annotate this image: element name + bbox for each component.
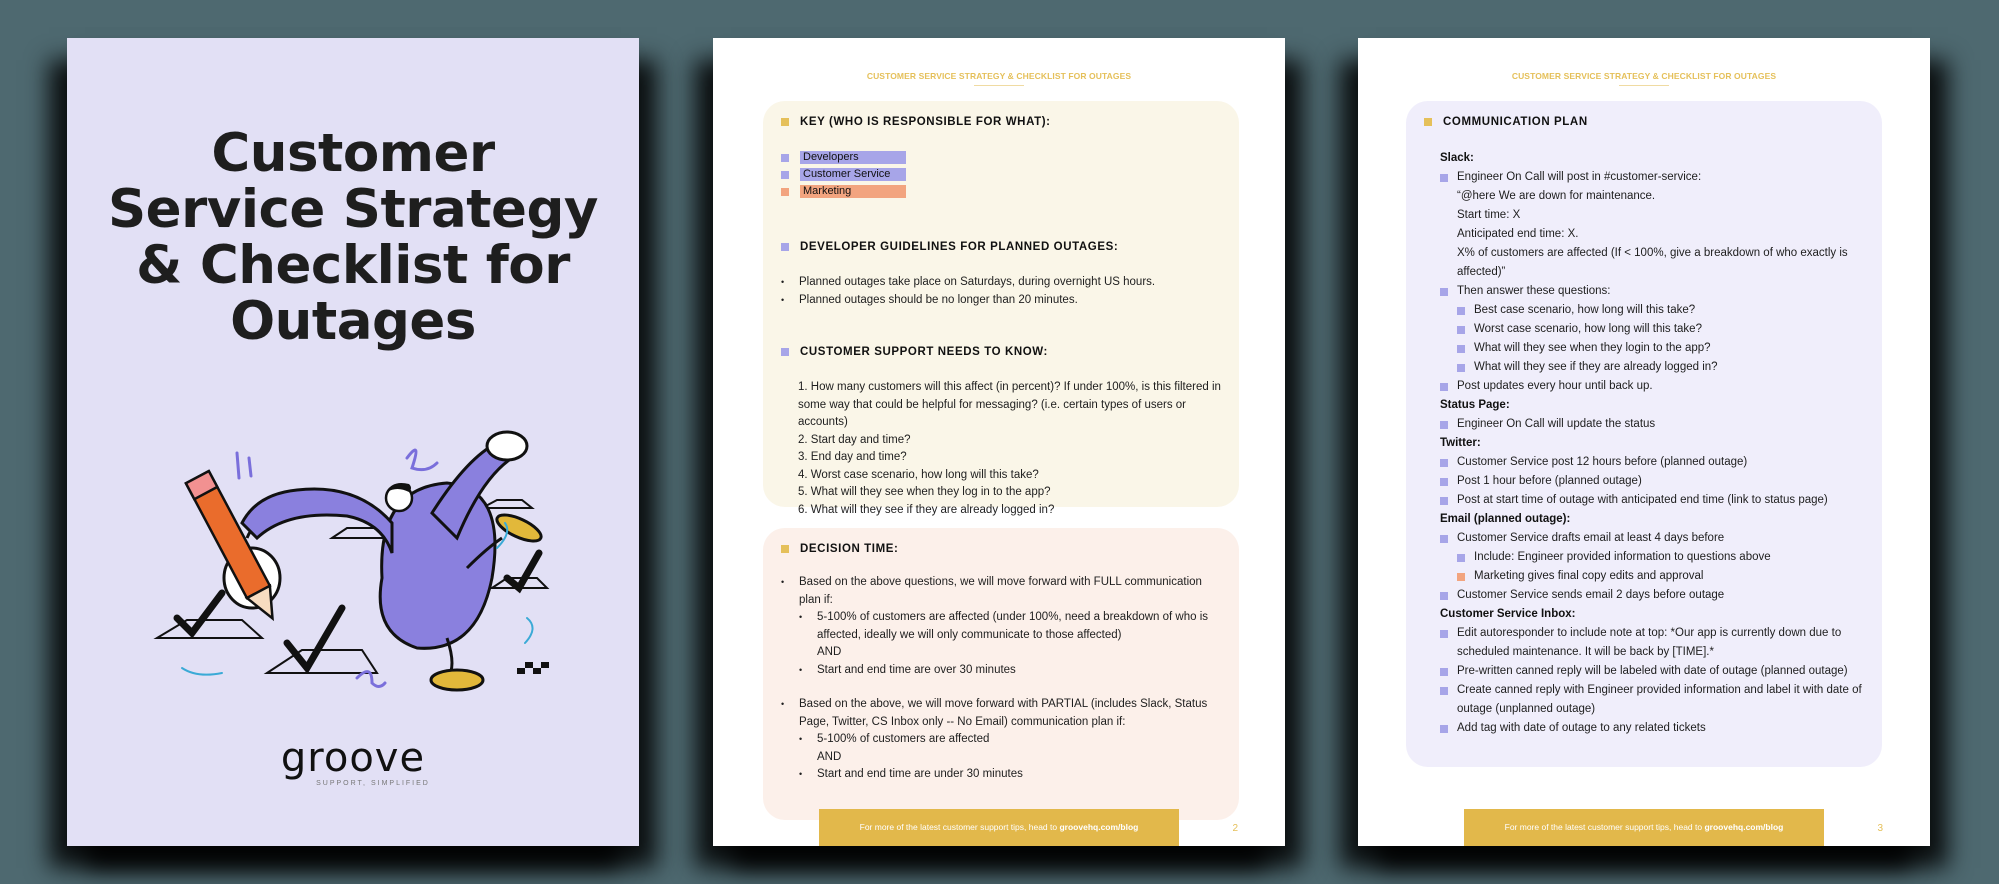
- page-2: [713, 38, 1285, 846]
- sub-item-text: 5-100% of customers are affected: [817, 733, 990, 745]
- item-text: Marketing gives final copy edits and approval: [1474, 570, 1704, 582]
- divider: [1619, 85, 1669, 86]
- peach-square-icon: [1457, 573, 1465, 581]
- inbox-label: Customer Service Inbox:: [1440, 608, 1576, 620]
- plan-item: [1440, 168, 1864, 187]
- page-number: 3: [1877, 823, 1883, 834]
- slack-message-line: X% of customers are affected (If < 100%, give a breakdown of who exactly is affected)”: [1457, 247, 1848, 278]
- item-text: What will they see when they login to the app?: [1474, 342, 1711, 354]
- item-text: Customer Service drafts email at least 4 days before: [1457, 532, 1725, 544]
- sub-item: • Start and end time are under 30 minutes: [799, 766, 1221, 784]
- gold-square-icon: [1424, 118, 1432, 126]
- item-text: Create canned reply with Engineer provided information and label it with date of outage (unplanned outage): [1457, 684, 1862, 715]
- plan-item: [1440, 529, 1864, 548]
- partial-plan-condition: [781, 696, 1221, 784]
- email-label: Email (planned outage):: [1440, 513, 1571, 525]
- condition-text: Based on the above, we will move forward with PARTIAL (includes Slack, Status Page, Twitter, CS Inbox only -- No Email) communication plan if:: [799, 698, 1208, 728]
- cover-title-line: Customer: [211, 123, 495, 184]
- page-number: 2: [1232, 823, 1238, 834]
- page-3: [1358, 38, 1930, 846]
- communication-plan-heading: [1424, 113, 1882, 131]
- item-text: Engineer On Call will post in #customer-service:: [1457, 171, 1702, 183]
- cover-title-line: Service Strategy: [108, 179, 598, 240]
- item-text: Edit autoresponder to include note at top: *Our app is currently down due to scheduled maintenance. It will be back by [TIME].*: [1457, 627, 1842, 658]
- lilac-square-icon: [1440, 592, 1448, 600]
- list-item: 5. What will they see when they log in to the app?: [798, 486, 1051, 498]
- lilac-square-icon: [1457, 326, 1465, 334]
- list-item: 4. Worst case scenario, how long will this take?: [798, 468, 1039, 481]
- lilac-square-icon: [1440, 174, 1448, 182]
- lilac-square-icon: [1440, 535, 1448, 543]
- lilac-square-icon: [1440, 421, 1448, 429]
- gold-square-icon: [781, 545, 789, 553]
- running-head: CUSTOMER SERVICE STRATEGY & CHECKLIST FOR OUTAGES: [1511, 71, 1777, 81]
- logo-wordmark: groove: [280, 735, 426, 781]
- lilac-square-icon: [1457, 345, 1465, 353]
- lilac-square-icon: [1457, 364, 1465, 372]
- peach-square-icon: [781, 188, 789, 196]
- plan-subitem: [1440, 358, 1864, 377]
- key-item-customer-service: [781, 166, 1239, 183]
- lilac-square-icon: [1457, 307, 1465, 315]
- full-plan-subconditions: [799, 609, 1221, 679]
- item-text: Best case scenario, how long will this take?: [1474, 304, 1696, 316]
- item-text: Customer Service sends email 2 days before outage: [1457, 589, 1725, 601]
- item-text: Customer Service post 12 hours before (planned outage): [1457, 456, 1748, 468]
- plan-item: [1440, 586, 1864, 605]
- plan-subitem: [1440, 339, 1864, 358]
- heading-text: DECISION TIME:: [800, 543, 899, 555]
- cover-page: [67, 38, 639, 846]
- lilac-square-icon: [1440, 687, 1448, 695]
- lilac-square-icon: [1440, 630, 1448, 638]
- key-label: Customer Service: [800, 168, 906, 181]
- item-text: Include: Engineer provided information to questions above: [1474, 551, 1771, 563]
- communication-plan: [1440, 149, 1864, 738]
- plan-item: [1440, 453, 1864, 472]
- blog-link[interactable]: groovehq.com/blog: [1704, 822, 1784, 832]
- plan-item: [1440, 491, 1864, 510]
- footer-banner: [819, 809, 1179, 846]
- list-item: • Planned outages take place on Saturdays, during overnight US hours.: [781, 274, 1239, 292]
- item-text: Then answer these questions:: [1457, 285, 1611, 297]
- key-heading: [781, 113, 1239, 131]
- sub-item: [799, 731, 1221, 766]
- logo-tagline: SUPPORT, SIMPLIFIED: [316, 780, 430, 787]
- key-item-marketing: [781, 183, 1239, 200]
- item-text: Engineer On Call will update the status: [1457, 418, 1656, 430]
- cover-title-line: & Checklist for: [136, 235, 570, 296]
- lilac-square-icon: [1457, 554, 1465, 562]
- cover-title: [67, 123, 639, 352]
- list-item: 3. End day and time?: [798, 451, 907, 463]
- item-text: Post at start time of outage with anticipated end time (link to status page): [1457, 494, 1828, 506]
- item-text: What will they see if they are already logged in?: [1474, 361, 1718, 373]
- full-plan-condition: [781, 574, 1221, 679]
- plan-item: [1440, 415, 1864, 434]
- slack-message-line: Anticipated end time: X.: [1457, 228, 1579, 240]
- slack-message-line: “@here We are down for maintenance.: [1457, 190, 1656, 202]
- heading-text: KEY (WHO IS RESPONSIBLE FOR WHAT):: [800, 116, 1051, 128]
- plan-item: [1440, 719, 1864, 738]
- blog-link[interactable]: groovehq.com/blog: [1059, 822, 1139, 832]
- and-text: AND: [817, 646, 842, 658]
- plan-item: [1440, 624, 1864, 662]
- plan-item: [1440, 472, 1864, 491]
- heading-text: DEVELOPER GUIDELINES FOR PLANNED OUTAGES:: [800, 241, 1119, 253]
- plan-subitem: [1440, 567, 1864, 586]
- sub-item-text: 5-100% of customers are affected (under 100%, need a breakdown of who is affected, ideally we will only communicate to those affected): [817, 611, 1209, 641]
- lilac-square-icon: [1440, 668, 1448, 676]
- plan-subitem: [1440, 548, 1864, 567]
- lilac-square-icon: [1440, 383, 1448, 391]
- sub-item: [799, 609, 1221, 662]
- decision-heading: [781, 540, 1239, 558]
- responsibility-key: [781, 149, 1239, 200]
- lilac-square-icon: [1440, 459, 1448, 467]
- lilac-square-icon: [1440, 497, 1448, 505]
- lilac-square-icon: [781, 243, 789, 251]
- item-text: Worst case scenario, how long will this take?: [1474, 323, 1702, 335]
- plan-item: [1440, 377, 1864, 396]
- heading-text: COMMUNICATION PLAN: [1443, 116, 1588, 128]
- cover-title-line: Outages: [230, 291, 476, 352]
- running-head: CUSTOMER SERVICE STRATEGY & CHECKLIST FOR OUTAGES: [866, 71, 1132, 81]
- condition-text: Based on the above questions, we will move forward with FULL communication plan if:: [799, 576, 1202, 606]
- key-and-guidelines-card: [763, 101, 1239, 516]
- list-item: 6. What will they see if they are already logged in?: [798, 503, 1055, 516]
- plan-item: [1440, 282, 1864, 301]
- decision-list: [781, 574, 1221, 784]
- person-with-pencil-illustration: [147, 428, 567, 698]
- lilac-square-icon: [781, 171, 789, 179]
- partial-plan-subconditions: [799, 731, 1221, 784]
- item-text: Add tag with date of outage to any related tickets: [1457, 722, 1706, 734]
- dev-guidelines-list: [781, 274, 1239, 309]
- divider: [974, 85, 1024, 86]
- key-label: Marketing: [800, 185, 906, 198]
- list-item: 2. Start day and time?: [798, 433, 911, 446]
- footer-text: For more of the latest customer support tips, head to: [1504, 822, 1705, 832]
- heading-text: CUSTOMER SUPPORT NEEDS TO KNOW:: [800, 346, 1048, 358]
- support-needs-heading: [781, 343, 1239, 361]
- key-label: Developers: [800, 151, 906, 164]
- plan-item: [1440, 662, 1864, 681]
- footer-banner: [1464, 809, 1824, 846]
- twitter-label: Twitter:: [1440, 437, 1481, 449]
- plan-item: [1440, 681, 1864, 719]
- support-questions-list: [798, 379, 1221, 519]
- footer-text: For more of the latest customer support tips, head to: [859, 822, 1060, 832]
- plan-subitem: [1440, 320, 1864, 339]
- slack-label: Slack:: [1440, 152, 1474, 164]
- communication-plan-card: [1406, 101, 1882, 767]
- item-text: Post updates every hour until back up.: [1457, 380, 1653, 392]
- dev-guidelines-heading: [781, 238, 1239, 256]
- and-text: AND: [817, 750, 842, 763]
- gold-square-icon: [781, 118, 789, 126]
- item-text: Post 1 hour before (planned outage): [1457, 475, 1642, 487]
- groove-logo: [67, 735, 639, 787]
- slack-message-line: Start time: X: [1457, 209, 1521, 221]
- decision-card: [763, 528, 1239, 820]
- list-item: 1. How many customers will this affect (in percent)? If under 100%, is this filtered in some way that could be helpful for messaging? (i.e. certain types of users or accounts): [798, 381, 1221, 428]
- status-page-label: Status Page:: [1440, 399, 1510, 411]
- item-text: Pre-written canned reply will be labeled with date of outage (planned outage): [1457, 665, 1848, 677]
- lilac-square-icon: [1440, 288, 1448, 296]
- lilac-square-icon: [1440, 478, 1448, 486]
- lilac-square-icon: [781, 154, 789, 162]
- key-item-developers: [781, 149, 1239, 166]
- plan-subitem: [1440, 301, 1864, 320]
- lilac-square-icon: [781, 348, 789, 356]
- sub-item: • Start and end time are over 30 minutes: [799, 662, 1221, 680]
- lilac-square-icon: [1440, 725, 1448, 733]
- list-item: • Planned outages should be no longer than 20 minutes.: [781, 292, 1239, 310]
